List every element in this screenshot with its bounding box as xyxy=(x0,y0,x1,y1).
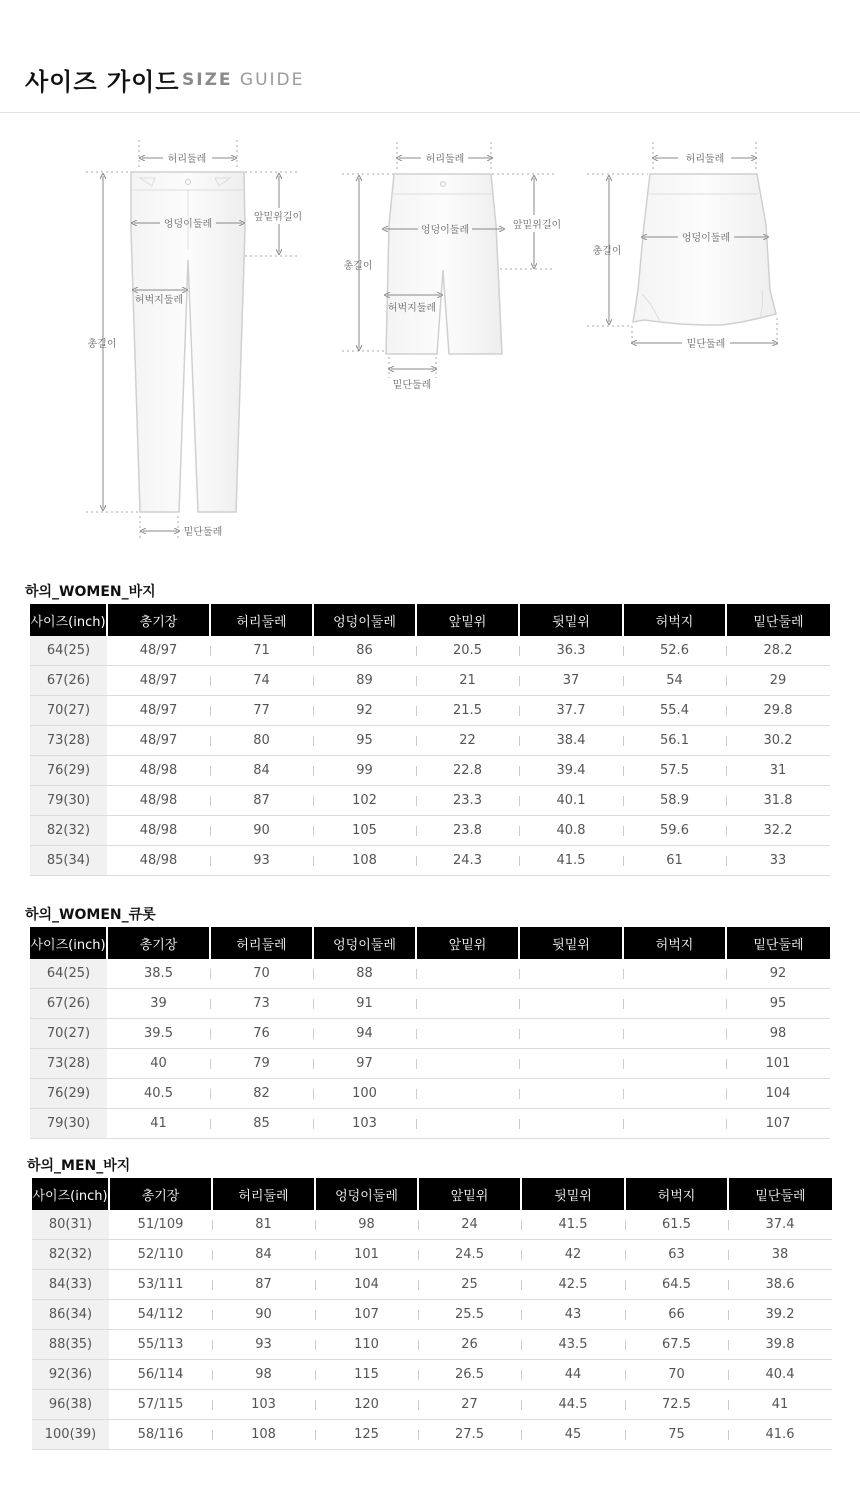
table-row xyxy=(30,1049,830,1079)
measurement-cell: 22.8 xyxy=(416,756,519,786)
table-row xyxy=(30,846,830,876)
shorts-waist-label: 허리둘레 xyxy=(425,154,465,165)
measurement-cell: 48/98 xyxy=(107,786,210,816)
measurement-cell xyxy=(416,1019,519,1049)
measurement-cell: 52.6 xyxy=(623,636,726,666)
measurement-cell: 87 xyxy=(212,1270,315,1300)
measurement-cell: 63 xyxy=(625,1240,728,1270)
measurement-cell: 26 xyxy=(418,1330,521,1360)
measurement-cell xyxy=(416,1109,519,1139)
column-header: 총기장 xyxy=(109,1178,212,1210)
table-row xyxy=(30,786,830,816)
measurement-cell: 45 xyxy=(521,1420,625,1450)
shorts-hem-label: 밑단둘레 xyxy=(392,380,432,391)
shorts-length-label: 총길이 xyxy=(343,261,373,272)
measurement-cell: 57.5 xyxy=(623,756,726,786)
measurement-cell: 51/109 xyxy=(109,1210,212,1240)
measurement-cell: 48/98 xyxy=(107,756,210,786)
measurement-cell: 103 xyxy=(313,1109,416,1139)
column-header: 앞밑위 xyxy=(418,1178,521,1210)
measurement-cell: 125 xyxy=(315,1420,418,1450)
measurement-cell: 48/98 xyxy=(107,846,210,876)
measurement-cell: 48/97 xyxy=(107,636,210,666)
measurement-cell: 79 xyxy=(210,1049,313,1079)
measurement-cell: 39.4 xyxy=(519,756,623,786)
size-cell: 79(30) xyxy=(30,786,107,816)
skirt-hip-label: 엉덩이둘레 xyxy=(681,233,731,244)
measurement-cell: 75 xyxy=(625,1420,728,1450)
table-row xyxy=(30,1079,830,1109)
measurement-cell: 26.5 xyxy=(418,1360,521,1390)
measurement-cell: 30.2 xyxy=(726,726,830,756)
measurement-cell: 59.6 xyxy=(623,816,726,846)
column-header: 엉덩이둘레 xyxy=(313,604,416,636)
measurement-cell: 95 xyxy=(313,726,416,756)
table-row xyxy=(30,696,830,726)
table-row xyxy=(32,1330,832,1360)
measurement-cell: 101 xyxy=(315,1240,418,1270)
measurement-cell: 110 xyxy=(315,1330,418,1360)
table-row xyxy=(30,1109,830,1139)
column-header: 허벅지 xyxy=(623,604,726,636)
table-row xyxy=(30,666,830,696)
size-cell: 76(29) xyxy=(30,756,107,786)
size-cell: 64(25) xyxy=(30,636,107,666)
measurement-cell xyxy=(519,1019,623,1049)
subtitle-size: SIZE xyxy=(182,70,233,90)
skirt-length-label: 총길이 xyxy=(592,246,622,257)
column-header: 밑단둘레 xyxy=(728,1178,832,1210)
table-row xyxy=(32,1420,832,1450)
measurement-cell: 66 xyxy=(625,1300,728,1330)
table-row xyxy=(30,959,830,989)
measurement-cell: 25 xyxy=(418,1270,521,1300)
subtitle-guide: GUIDE xyxy=(239,70,305,90)
measurement-cell: 102 xyxy=(313,786,416,816)
measurement-cell: 55.4 xyxy=(623,696,726,726)
measurement-cell: 39.5 xyxy=(107,1019,210,1049)
measurement-diagram xyxy=(0,0,860,560)
measurement-cell: 38.5 xyxy=(107,959,210,989)
shorts-thigh-label: 허벅지둘레 xyxy=(387,303,437,314)
column-header: 뒷밑위 xyxy=(521,1178,625,1210)
size-cell: 79(30) xyxy=(30,1109,107,1139)
section-title-men-pants: 하의_MEN_바지 xyxy=(27,1158,131,1174)
measurement-cell: 36.3 xyxy=(519,636,623,666)
measurement-cell: 93 xyxy=(212,1330,315,1360)
measurement-cell: 70 xyxy=(625,1360,728,1390)
measurement-cell: 20.5 xyxy=(416,636,519,666)
size-cell: 82(32) xyxy=(30,816,107,846)
size-cell: 70(27) xyxy=(30,696,107,726)
measurement-cell: 58/116 xyxy=(109,1420,212,1450)
measurement-cell: 44.5 xyxy=(521,1390,625,1420)
measurement-cell: 48/97 xyxy=(107,726,210,756)
column-header: 사이즈(inch) xyxy=(30,927,107,959)
measurement-cell: 39.2 xyxy=(728,1300,832,1330)
size-cell: 67(26) xyxy=(30,666,107,696)
shorts-hip-label: 엉덩이둘레 xyxy=(420,225,470,236)
column-header: 밑단둘레 xyxy=(726,927,830,959)
measurement-cell: 56.1 xyxy=(623,726,726,756)
measurement-cell: 70 xyxy=(210,959,313,989)
measurement-cell: 115 xyxy=(315,1360,418,1390)
skirt-hem-label: 밑단둘레 xyxy=(686,339,726,350)
measurement-cell: 41.5 xyxy=(519,846,623,876)
measurement-cell: 82 xyxy=(210,1079,313,1109)
measurement-cell: 39 xyxy=(107,989,210,1019)
measurement-cell: 74 xyxy=(210,666,313,696)
measurement-cell: 42 xyxy=(521,1240,625,1270)
measurement-cell: 90 xyxy=(210,816,313,846)
measurement-cell: 54/112 xyxy=(109,1300,212,1330)
measurement-cell: 48/97 xyxy=(107,696,210,726)
skirt-diagram xyxy=(587,142,777,350)
measurement-cell: 53/111 xyxy=(109,1270,212,1300)
measurement-cell: 21 xyxy=(416,666,519,696)
pants-waist-label: 허리둘레 xyxy=(167,154,207,165)
measurement-cell: 92 xyxy=(313,696,416,726)
measurement-cell: 23.3 xyxy=(416,786,519,816)
measurement-cell: 101 xyxy=(726,1049,830,1079)
measurement-cell xyxy=(519,1079,623,1109)
column-header: 엉덩이둘레 xyxy=(313,927,416,959)
measurement-cell: 21.5 xyxy=(416,696,519,726)
measurement-cell xyxy=(519,989,623,1019)
size-cell: 96(38) xyxy=(32,1390,109,1420)
measurement-cell: 56/114 xyxy=(109,1360,212,1390)
table-row xyxy=(30,816,830,846)
measurement-cell: 43 xyxy=(521,1300,625,1330)
column-header: 밑단둘레 xyxy=(726,604,830,636)
measurement-cell: 104 xyxy=(726,1079,830,1109)
size-cell: 73(28) xyxy=(30,726,107,756)
shorts-diagram xyxy=(342,142,561,391)
measurement-cell: 91 xyxy=(313,989,416,1019)
measurement-cell xyxy=(416,1049,519,1079)
pants-length-label: 총길이 xyxy=(87,339,117,350)
measurement-cell: 41.6 xyxy=(728,1420,832,1450)
column-header: 허리둘레 xyxy=(210,604,313,636)
size-table-women-pants xyxy=(30,604,830,876)
measurement-cell: 98 xyxy=(315,1210,418,1240)
size-cell: 64(25) xyxy=(30,959,107,989)
measurement-cell xyxy=(623,989,726,1019)
measurement-cell: 67.5 xyxy=(625,1330,728,1360)
measurement-cell: 97 xyxy=(313,1049,416,1079)
pants-rise-label: 앞밑위길이 xyxy=(253,212,303,223)
measurement-cell: 84 xyxy=(210,756,313,786)
measurement-cell: 33 xyxy=(726,846,830,876)
measurement-cell: 40 xyxy=(107,1049,210,1079)
column-header: 사이즈(inch) xyxy=(32,1178,109,1210)
measurement-cell: 103 xyxy=(212,1390,315,1420)
size-cell: 82(32) xyxy=(32,1240,109,1270)
measurement-cell: 40.4 xyxy=(728,1360,832,1390)
pants-hem-label: 밑단둘레 xyxy=(183,527,223,538)
measurement-cell: 24.5 xyxy=(418,1240,521,1270)
measurement-cell: 37.7 xyxy=(519,696,623,726)
column-header: 뒷밑위 xyxy=(519,927,623,959)
table-row xyxy=(30,989,830,1019)
size-cell: 86(34) xyxy=(32,1300,109,1330)
size-cell: 76(29) xyxy=(30,1079,107,1109)
measurement-cell: 32.2 xyxy=(726,816,830,846)
measurement-cell: 41.5 xyxy=(521,1210,625,1240)
measurement-cell xyxy=(416,989,519,1019)
measurement-cell: 64.5 xyxy=(625,1270,728,1300)
measurement-cell: 61.5 xyxy=(625,1210,728,1240)
size-cell: 88(35) xyxy=(32,1330,109,1360)
measurement-cell: 76 xyxy=(210,1019,313,1049)
measurement-cell: 105 xyxy=(313,816,416,846)
measurement-cell: 71 xyxy=(210,636,313,666)
measurement-cell: 27.5 xyxy=(418,1420,521,1450)
skirt-waist-label: 허리둘레 xyxy=(685,154,725,165)
measurement-cell: 93 xyxy=(210,846,313,876)
measurement-cell: 108 xyxy=(313,846,416,876)
column-header: 뒷밑위 xyxy=(519,604,623,636)
measurement-cell: 44 xyxy=(521,1360,625,1390)
measurement-cell: 31 xyxy=(726,756,830,786)
measurement-cell: 107 xyxy=(726,1109,830,1139)
measurement-cell xyxy=(623,1109,726,1139)
measurement-cell: 95 xyxy=(726,989,830,1019)
column-header: 앞밑위 xyxy=(416,604,519,636)
measurement-cell: 86 xyxy=(313,636,416,666)
table-row xyxy=(32,1270,832,1300)
column-header: 앞밑위 xyxy=(416,927,519,959)
measurement-cell: 94 xyxy=(313,1019,416,1049)
page-title: 사이즈 가이드 xyxy=(25,68,180,96)
measurement-cell: 42.5 xyxy=(521,1270,625,1300)
measurement-cell: 100 xyxy=(313,1079,416,1109)
measurement-cell: 120 xyxy=(315,1390,418,1420)
pants-thigh-label: 허벅지둘레 xyxy=(134,295,184,306)
measurement-cell: 57/115 xyxy=(109,1390,212,1420)
measurement-cell xyxy=(416,1079,519,1109)
size-cell: 73(28) xyxy=(30,1049,107,1079)
size-cell: 100(39) xyxy=(32,1420,109,1450)
size-cell: 85(34) xyxy=(30,846,107,876)
measurement-cell: 24 xyxy=(418,1210,521,1240)
measurement-cell: 39.8 xyxy=(728,1330,832,1360)
measurement-cell xyxy=(416,959,519,989)
measurement-cell: 54 xyxy=(623,666,726,696)
size-cell: 80(31) xyxy=(32,1210,109,1240)
measurement-cell xyxy=(623,1079,726,1109)
table-row xyxy=(32,1360,832,1390)
measurement-cell: 80 xyxy=(210,726,313,756)
measurement-cell: 37.4 xyxy=(728,1210,832,1240)
table-row xyxy=(30,726,830,756)
measurement-cell: 89 xyxy=(313,666,416,696)
pants-diagram xyxy=(86,140,302,540)
column-header: 허벅지 xyxy=(625,1178,728,1210)
column-header: 총기장 xyxy=(107,927,210,959)
measurement-cell: 77 xyxy=(210,696,313,726)
measurement-cell: 98 xyxy=(212,1360,315,1390)
shorts-rise-label: 앞밑위길이 xyxy=(512,220,562,231)
section-title-women-culotte: 하의_WOMEN_큐롯 xyxy=(25,907,156,923)
measurement-cell: 61 xyxy=(623,846,726,876)
measurement-cell: 40.1 xyxy=(519,786,623,816)
table-row xyxy=(32,1390,832,1420)
measurement-cell: 98 xyxy=(726,1019,830,1049)
measurement-cell: 29 xyxy=(726,666,830,696)
measurement-cell: 40.5 xyxy=(107,1079,210,1109)
measurement-cell: 38 xyxy=(728,1240,832,1270)
measurement-cell: 48/98 xyxy=(107,816,210,846)
measurement-cell: 104 xyxy=(315,1270,418,1300)
measurement-cell: 22 xyxy=(416,726,519,756)
measurement-cell: 29.8 xyxy=(726,696,830,726)
measurement-cell: 41 xyxy=(728,1390,832,1420)
measurement-cell: 88 xyxy=(313,959,416,989)
measurement-cell: 24.3 xyxy=(416,846,519,876)
measurement-cell: 107 xyxy=(315,1300,418,1330)
measurement-cell: 90 xyxy=(212,1300,315,1330)
measurement-cell: 27 xyxy=(418,1390,521,1420)
measurement-cell: 84 xyxy=(212,1240,315,1270)
table-row xyxy=(30,636,830,666)
measurement-cell xyxy=(519,959,623,989)
measurement-cell: 41 xyxy=(107,1109,210,1139)
table-row xyxy=(30,1019,830,1049)
measurement-cell: 92 xyxy=(726,959,830,989)
measurement-cell: 38.6 xyxy=(728,1270,832,1300)
measurement-cell: 87 xyxy=(210,786,313,816)
measurement-cell: 73 xyxy=(210,989,313,1019)
measurement-cell: 85 xyxy=(210,1109,313,1139)
measurement-cell: 108 xyxy=(212,1420,315,1450)
measurement-cell: 31.8 xyxy=(726,786,830,816)
column-header: 허벅지 xyxy=(623,927,726,959)
column-header: 허리둘레 xyxy=(212,1178,315,1210)
table-row xyxy=(32,1300,832,1330)
size-table-men-pants xyxy=(32,1178,832,1450)
measurement-cell: 23.8 xyxy=(416,816,519,846)
table-row xyxy=(30,756,830,786)
measurement-cell: 58.9 xyxy=(623,786,726,816)
size-cell: 70(27) xyxy=(30,1019,107,1049)
measurement-cell: 37 xyxy=(519,666,623,696)
measurement-cell: 72.5 xyxy=(625,1390,728,1420)
table-row xyxy=(32,1210,832,1240)
measurement-cell: 38.4 xyxy=(519,726,623,756)
size-table-women-culotte xyxy=(30,927,830,1139)
size-cell: 92(36) xyxy=(32,1360,109,1390)
column-header: 사이즈(inch) xyxy=(30,604,107,636)
measurement-cell: 81 xyxy=(212,1210,315,1240)
measurement-cell: 55/113 xyxy=(109,1330,212,1360)
column-header: 엉덩이둘레 xyxy=(315,1178,418,1210)
measurement-cell: 25.5 xyxy=(418,1300,521,1330)
pants-hip-label: 엉덩이둘레 xyxy=(163,219,213,230)
measurement-cell xyxy=(519,1109,623,1139)
size-cell: 84(33) xyxy=(32,1270,109,1300)
size-cell: 67(26) xyxy=(30,989,107,1019)
measurement-cell: 99 xyxy=(313,756,416,786)
measurement-cell xyxy=(623,1019,726,1049)
table-row xyxy=(32,1240,832,1270)
measurement-cell xyxy=(623,959,726,989)
measurement-cell xyxy=(623,1049,726,1079)
column-header: 허리둘레 xyxy=(210,927,313,959)
measurement-cell: 40.8 xyxy=(519,816,623,846)
section-title-women-pants: 하의_WOMEN_바지 xyxy=(25,584,156,600)
measurement-cell: 28.2 xyxy=(726,636,830,666)
column-header: 총기장 xyxy=(107,604,210,636)
measurement-cell: 43.5 xyxy=(521,1330,625,1360)
measurement-cell: 52/110 xyxy=(109,1240,212,1270)
measurement-cell xyxy=(519,1049,623,1079)
measurement-cell: 48/97 xyxy=(107,666,210,696)
